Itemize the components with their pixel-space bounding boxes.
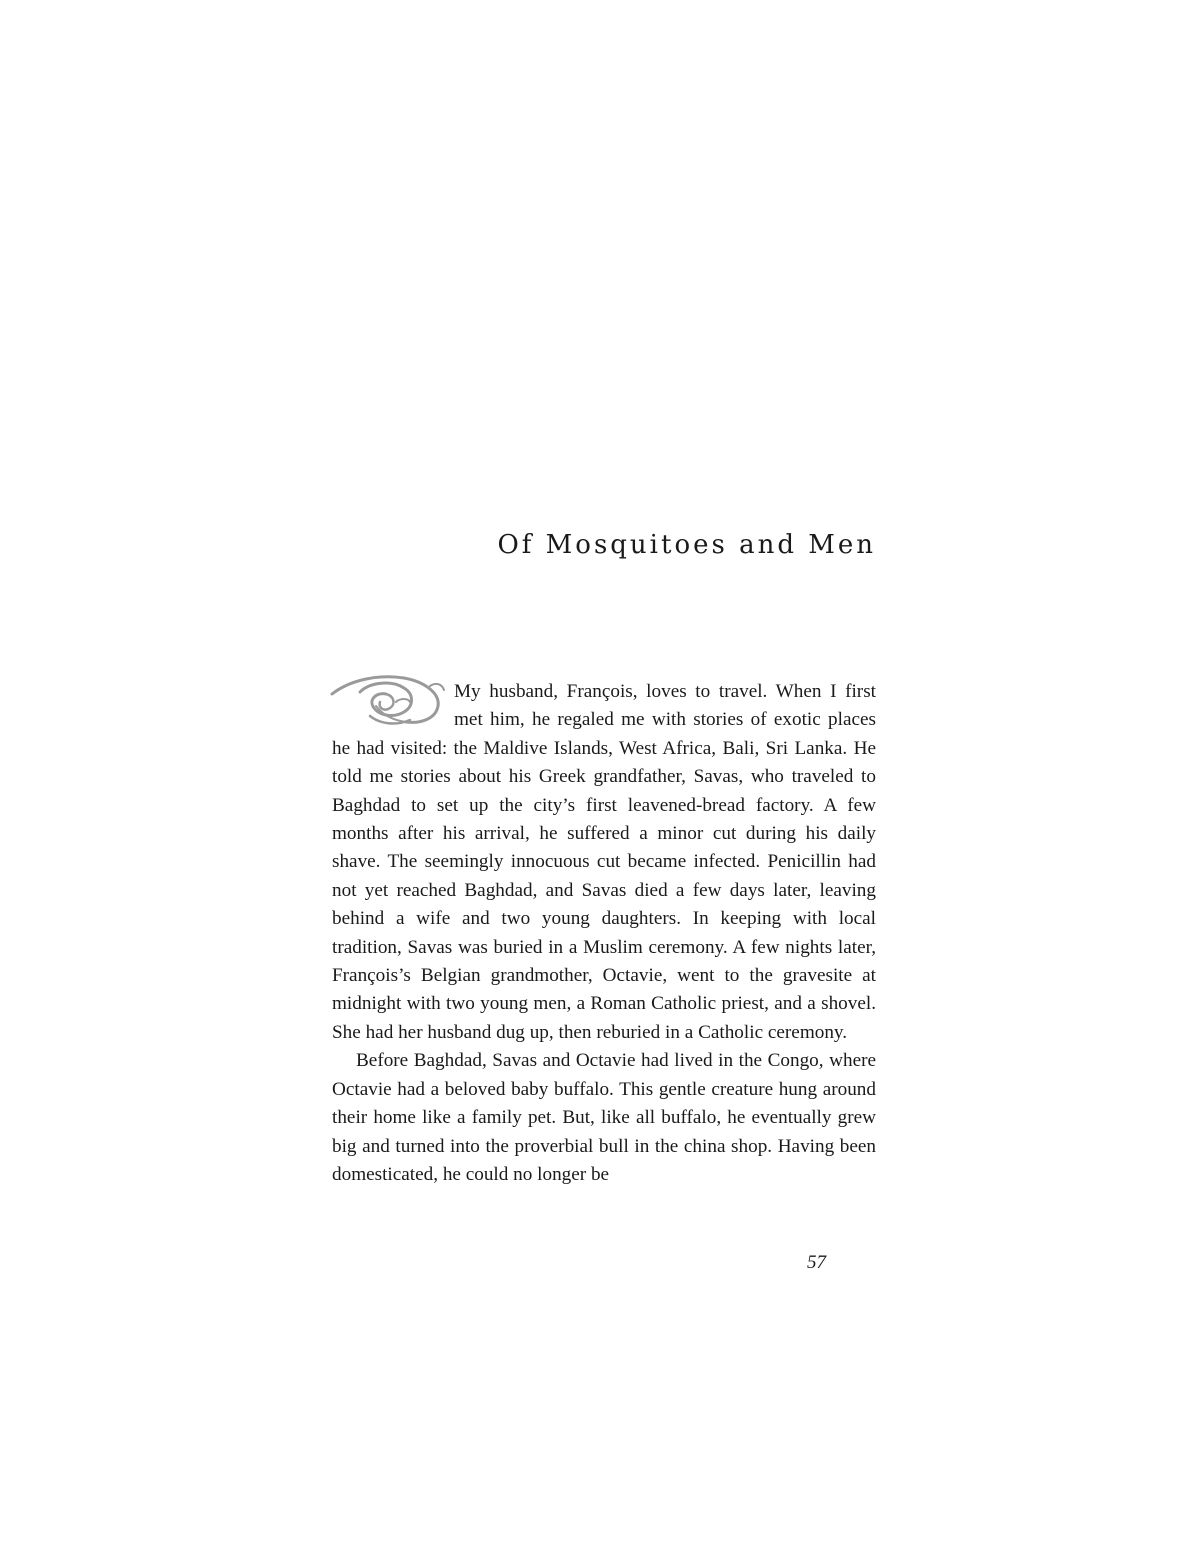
paragraph-1 xyxy=(332,678,876,1047)
page-number: 57 xyxy=(807,1252,826,1273)
chapter-title: Of Mosquitoes and Men xyxy=(497,530,876,560)
swirl-ornament-icon xyxy=(330,672,448,728)
paragraph-1-text: My husband, François, loves to travel. When I first met him, he regaled me with stories of exotic places he had visited: the Maldive Islands, West Africa, Bali, Sri Lanka. He told me stories about his Greek grandfather, Savas, who traveled to Baghdad to set up the city’s first leavened-bread factory. A few months after his arrival, he suffered a minor cut during his daily shave. The seemingly innocuous cut became infected. Penicillin had not yet reached Baghdad, and Savas died a few days later, leaving behind a wife and two young daughters. In keeping with local tradition, Savas was buried in a Muslim ceremony. A few nights later, François’s Belgian grandmother, Octavie, went to the gravesite at midnight with two young men, a Roman Catholic priest, and a shovel. She had her husband dug up, then reburied in a Catholic ceremony. xyxy=(332,681,876,1043)
chapter-body xyxy=(332,678,876,1189)
paragraph-2: Before Baghdad, Savas and Octavie had lived in the Congo, where Octavie had a beloved baby buffalo. This gentle creature hung around their home like a family pet. But, like all buffalo, he eventually grew big and turned into the proverbial bull in the china shop. Having been domesticated, he could no longer be xyxy=(332,1050,876,1185)
